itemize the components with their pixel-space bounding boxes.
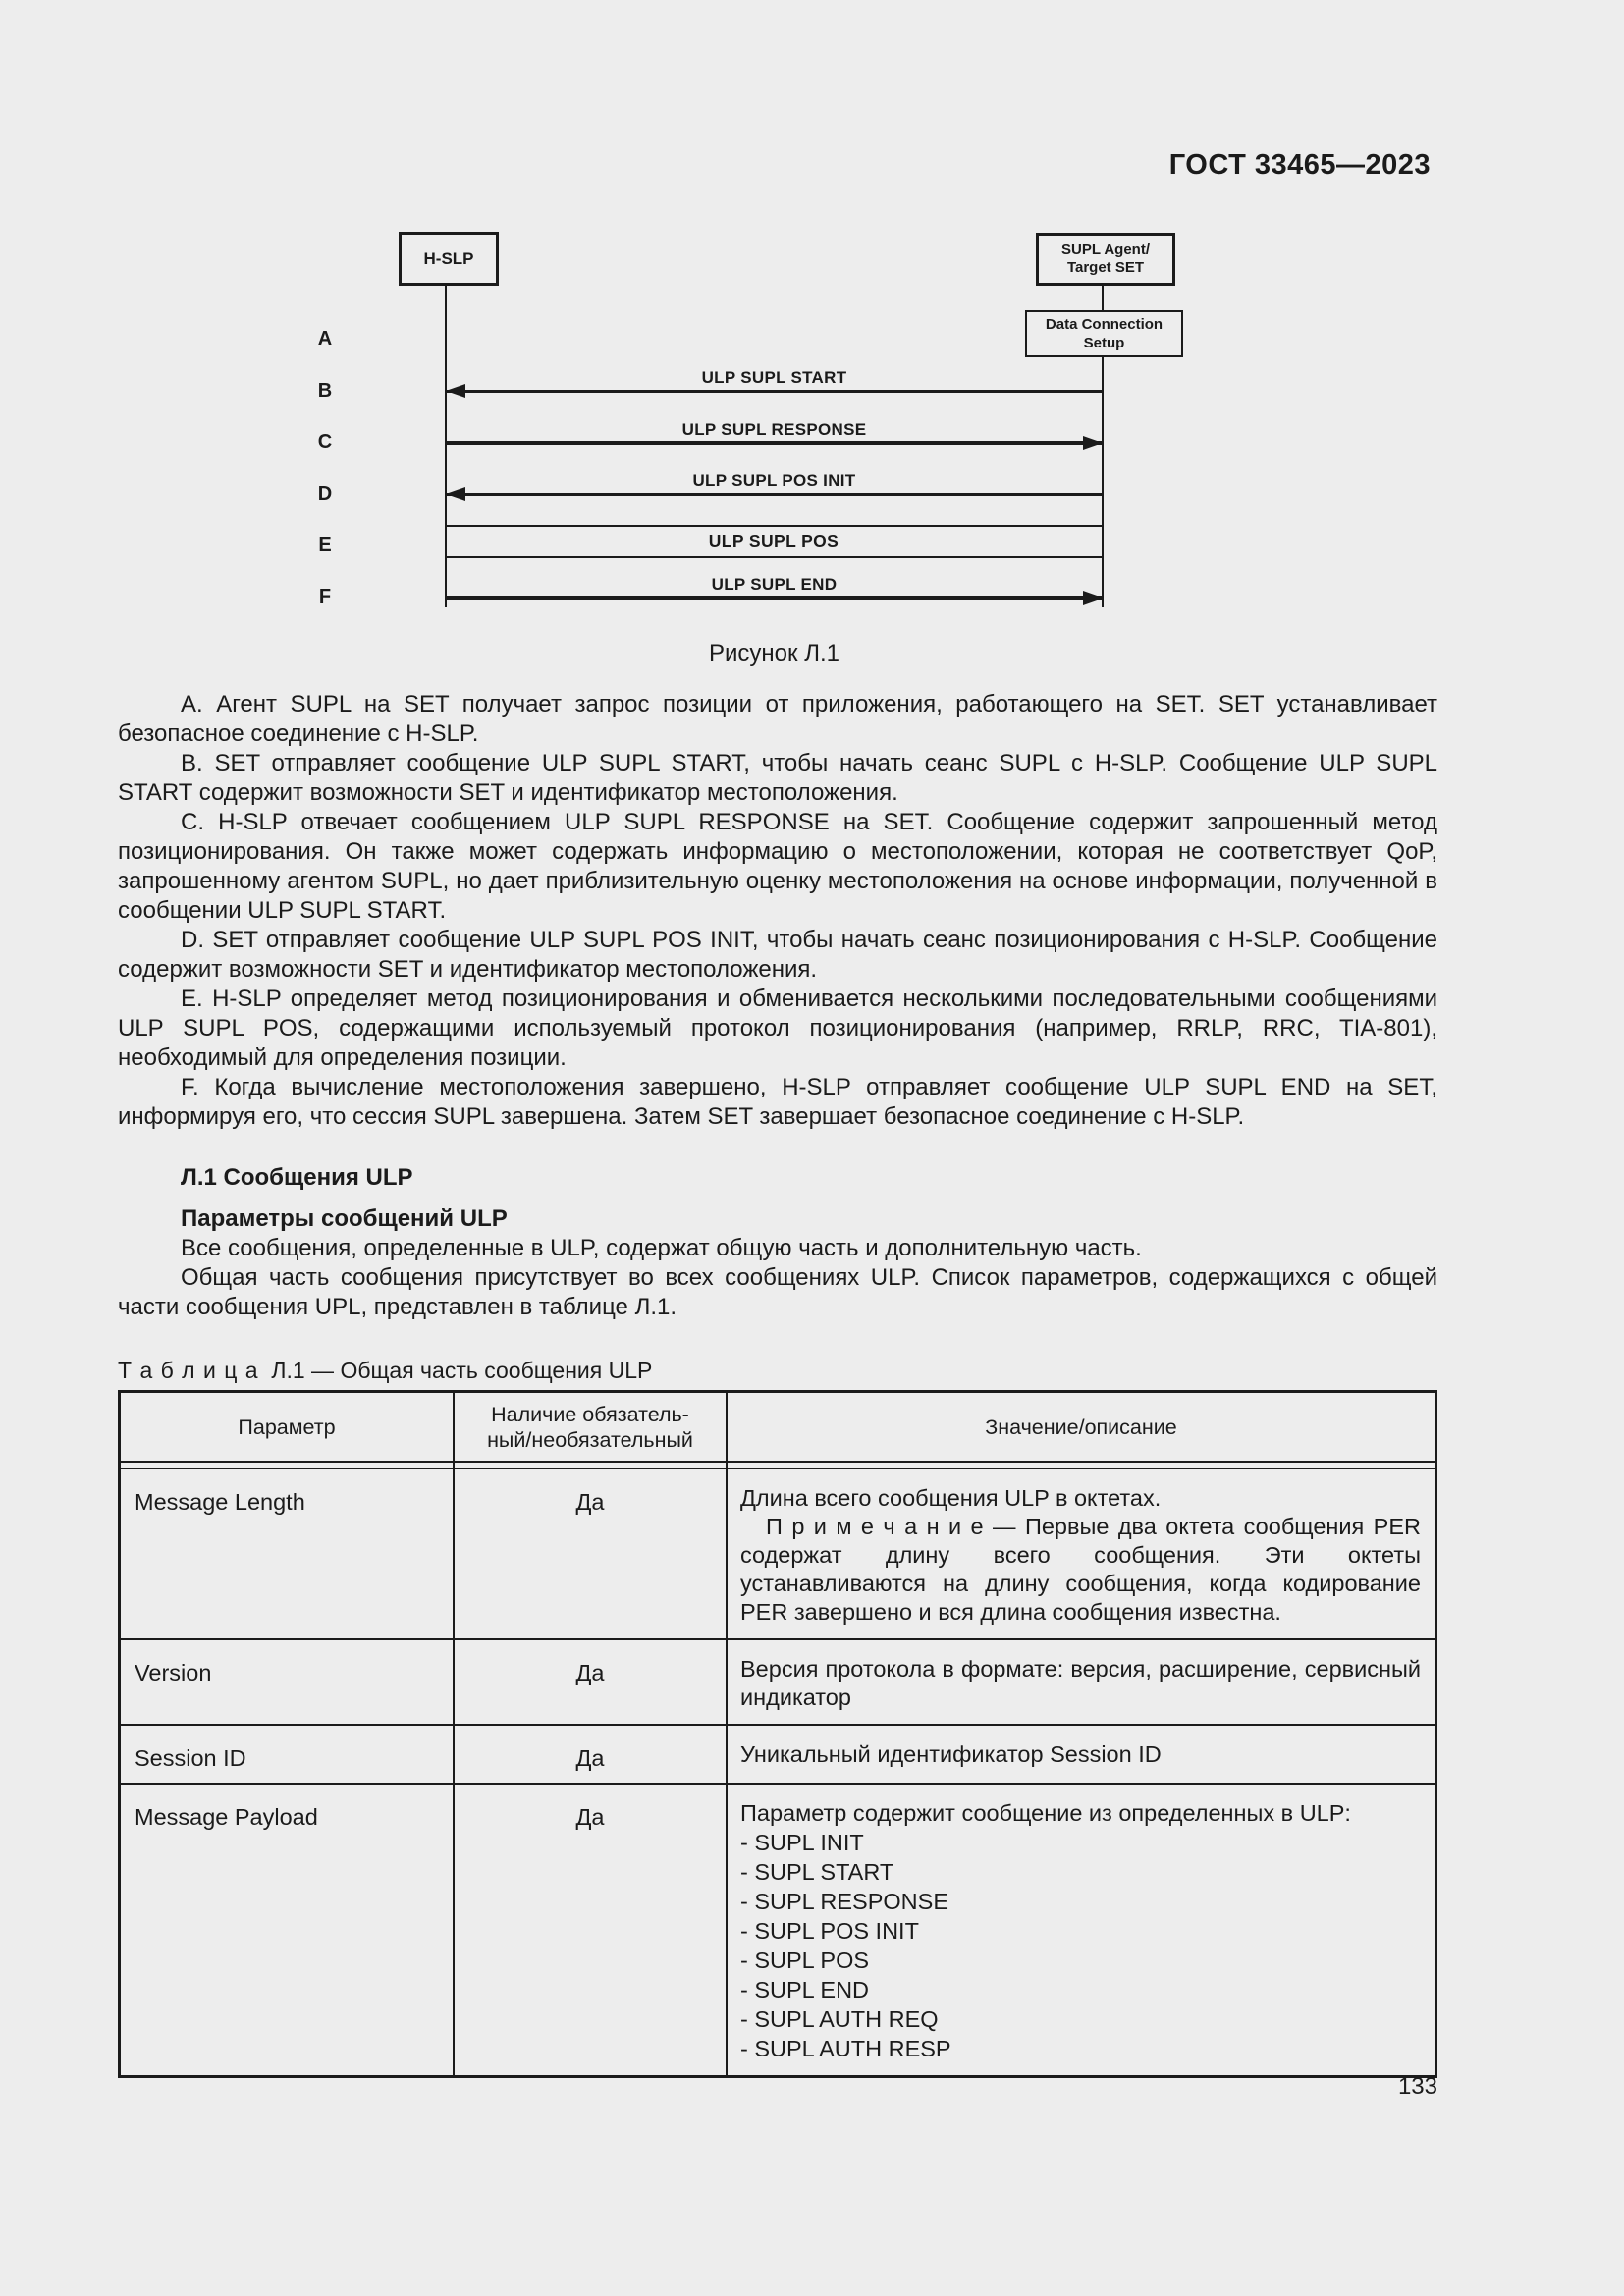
step-letter-B: B	[317, 379, 333, 401]
table-title-label: Т а б л и ц а	[118, 1358, 259, 1383]
table-title	[118, 1356, 1437, 1385]
arrowhead-left	[446, 487, 465, 501]
hslp-actor-box	[399, 232, 499, 286]
paragraph: С. H-SLP отвечает сообщением ULP SUPL RESPONSE на SET. Сообщение содержит запрошенный метод позиционирования. Он также может содержать информацию о местоположении, которая не соответствует QoP, запрошенному агентом SUPL, но дает приблизительную оценку местоположения на основе информации, полученной в сообщении ULP SUPL START.	[118, 809, 1437, 924]
description-text: Уникальный идентификатор Session ID	[740, 1741, 1162, 1767]
set-actor-box	[1036, 233, 1175, 286]
setup-label-line2: Setup	[1083, 335, 1125, 351]
description-cell	[728, 1726, 1435, 1783]
table-title-number: Л.1	[271, 1358, 305, 1383]
description-text: Длина всего сообщения ULP в октетах.	[740, 1485, 1162, 1511]
payload-list-item: - SUPL POS INIT	[740, 1918, 919, 1944]
table-row	[121, 1726, 1435, 1785]
description-cell	[728, 1640, 1435, 1724]
required-cell: Да	[455, 1640, 728, 1724]
message-label: ULP SUPL POS INIT	[692, 471, 856, 491]
message-box: ULP SUPL POS	[445, 525, 1104, 558]
description-cell	[728, 1785, 1435, 2075]
payload-list-item: - SUPL END	[740, 1977, 870, 2002]
paragraph: Все сообщения, определенные в ULP, содержат общую часть и дополнительную часть.	[181, 1235, 1142, 1261]
sequence-diagram	[0, 0, 1624, 687]
paragraph: F. Когда вычисление местоположения завершено, H-SLP отправляет сообщение ULP SUPL END на SET, информируя его, что сессия SUPL завершена. Затем SET завершает безопасное соединение с H-SLP.	[118, 1074, 1437, 1130]
paragraph: D. SET отправляет сообщение ULP SUPL POS INIT, чтобы начать сеанс позиционирования с H-SLP. Сообщение содержит возможности SET и идентификатор местоположения.	[118, 927, 1437, 983]
required-cell: Да	[455, 1469, 728, 1638]
data-connection-setup-box	[1025, 310, 1183, 357]
description-text: Параметр содержит сообщение из определенных в ULP:	[740, 1800, 1351, 1826]
arrowhead-right	[1083, 591, 1103, 605]
message-arrow	[446, 390, 1103, 394]
table-header-double-rule	[121, 1463, 1435, 1469]
param-cell: Session ID	[121, 1726, 455, 1783]
table-header-description: Значение/описание	[985, 1415, 1177, 1439]
body-text	[118, 690, 1437, 2078]
table-row	[121, 1640, 1435, 1726]
param-cell: Message Payload	[121, 1785, 455, 2075]
table-title-dash: —	[311, 1358, 335, 1383]
set-label-line1: SUPL Agent/	[1060, 241, 1150, 258]
step-letter-C: C	[317, 431, 333, 454]
running-head: ГОСТ 33465—2023	[1168, 149, 1431, 181]
payload-list-item: - SUPL INIT	[740, 1830, 864, 1855]
step-letter-E: E	[318, 534, 332, 557]
table-L1	[118, 1390, 1437, 2078]
payload-list-item: - SUPL AUTH REQ	[740, 2006, 939, 2032]
message-label: ULP SUPL START	[701, 368, 847, 388]
step-letter-F: F	[318, 586, 332, 608]
paragraph: Общая часть сообщения присутствует во всех сообщениях ULP. Список параметров, содержащихся с общей части сообщения UPL, представлен в таблице Л.1.	[118, 1264, 1437, 1320]
required-cell: Да	[455, 1726, 728, 1783]
param-cell: Message Length	[121, 1469, 455, 1638]
description-note: П р и м е ч а н и е — Первые два октета сообщения PER содержат длину всего сообщения. Эти октеты устанавливаются на длину сообщения, когда кодирование PER завершено и вся длина сообщения известна.	[740, 1514, 1421, 1625]
description-cell	[728, 1469, 1435, 1638]
page-number: 133	[1397, 2073, 1437, 2100]
table-row	[121, 1785, 1435, 2075]
setup-label-line1: Data Connection	[1045, 316, 1164, 333]
description-text: Версия протокола в формате: версия, расширение, сервисный индикатор	[740, 1656, 1421, 1710]
table-header-row	[121, 1393, 1435, 1463]
step-letter-D: D	[317, 482, 333, 505]
step-letter-A: A	[317, 328, 333, 349]
set-label-line2: Target SET	[1066, 259, 1145, 276]
message-arrow	[446, 596, 1103, 600]
table-header-param: Параметр	[121, 1393, 455, 1461]
payload-list-item: - SUPL START	[740, 1859, 894, 1885]
section-heading: Л.1 Сообщения ULP	[181, 1164, 413, 1191]
figure-caption: Рисунок Л.1	[709, 640, 839, 667]
arrowhead-right	[1083, 436, 1103, 450]
message-arrow	[446, 493, 1103, 497]
table-title-text: Общая часть сообщения ULP	[340, 1358, 653, 1383]
message-label: ULP SUPL END	[711, 574, 838, 594]
paragraph: Е. H-SLP определяет метод позиционирования и обменивается несколькими последовательными сообщениями ULP SUPL POS, содержащими используемый протокол позиционирования (например, RRLP, RRC, TIA-801), необходимый для определения позиции.	[118, 986, 1437, 1071]
param-cell: Version	[121, 1640, 455, 1724]
hslp-label: H-SLP	[423, 248, 474, 268]
paragraph: В. SET отправляет сообщение ULP SUPL START, чтобы начать сеанс SUPL с H-SLP. Сообщение ULP SUPL START содержит возможности SET и идентификатор местоположения.	[118, 750, 1437, 806]
message-label: ULP SUPL RESPONSE	[681, 419, 867, 439]
subsection-heading: Параметры сообщений ULP	[181, 1205, 508, 1232]
payload-list-item: - SUPL AUTH RESP	[740, 2036, 951, 2061]
paragraph: А. Агент SUPL на SET получает запрос позиции от приложения, работающего на SET. SET устанавливает безопасное соединение с H-SLP.	[118, 691, 1437, 747]
message-arrow	[446, 441, 1103, 445]
table-header-required: Наличие обязатель- ный/необязательный	[455, 1393, 728, 1461]
payload-list-item: - SUPL RESPONSE	[740, 1889, 948, 1914]
required-cell: Да	[455, 1785, 728, 2075]
payload-list-item: - SUPL POS	[740, 1948, 870, 1973]
arrowhead-left	[446, 384, 465, 398]
table-row	[121, 1469, 1435, 1640]
